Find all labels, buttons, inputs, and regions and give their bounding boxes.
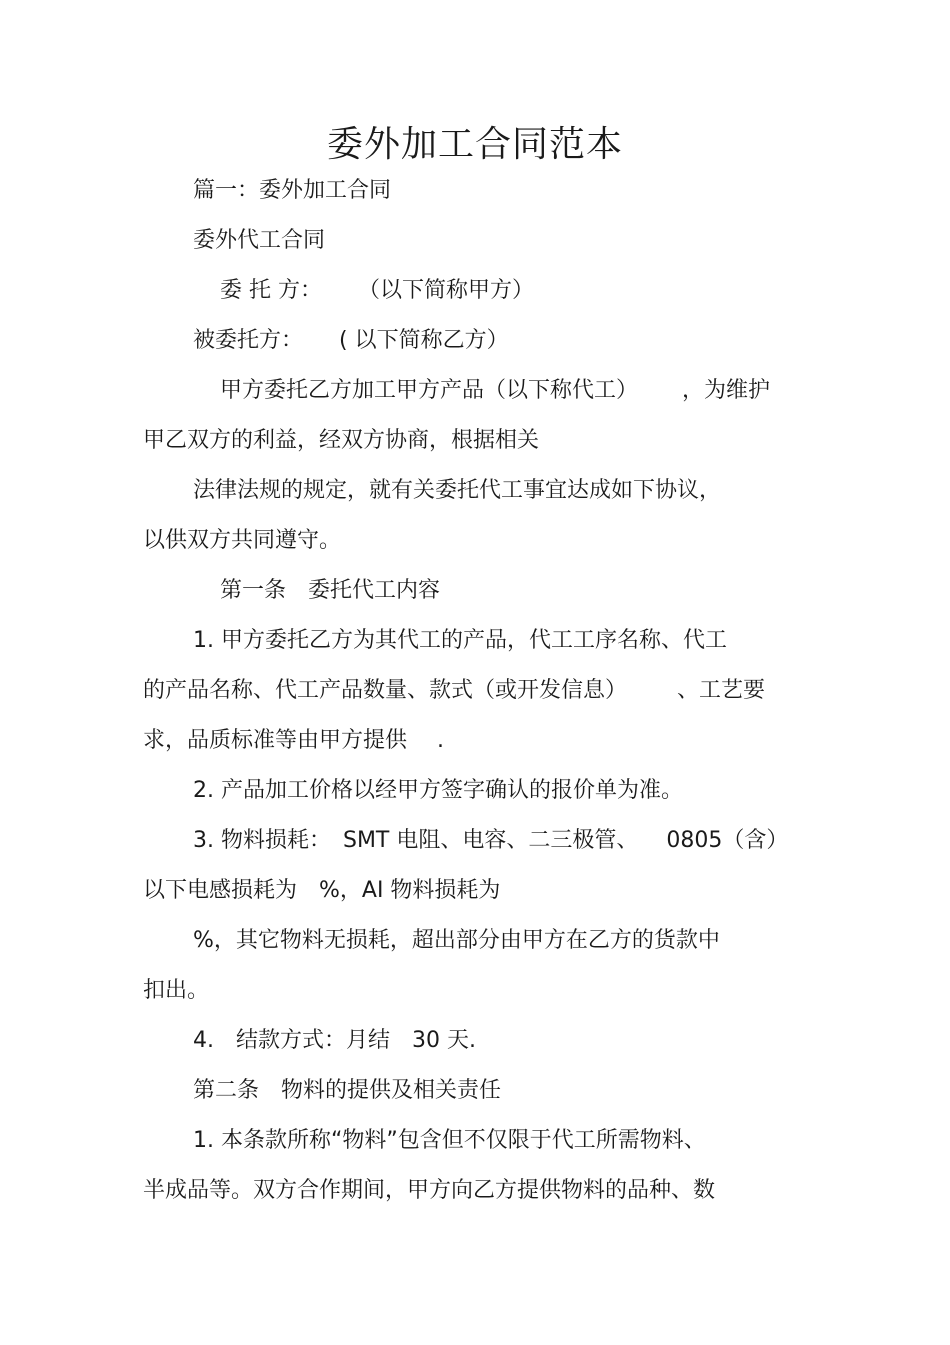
intro-text-end: ，为维护 xyxy=(682,378,771,403)
party-b-note: ( 以下简称乙方） xyxy=(339,328,509,353)
contract-subtitle: 委外代工合同 xyxy=(193,228,326,253)
document-title: 委外加工合同范本 xyxy=(326,124,623,165)
item-1-text-end: 、工艺要 xyxy=(677,678,766,703)
item-3-materials: SMT 电阻、电容、二三极管、 xyxy=(342,828,639,853)
article-one-item-1-line-1: 1. 甲方委托乙方为其代工的产品，代工工序名称、代工 xyxy=(193,628,727,653)
article-one-item-1-line-2 xyxy=(143,676,765,706)
party-a-label: 委 托 方： xyxy=(220,278,322,303)
party-a-line xyxy=(220,276,534,306)
party-a-note: （以下简称甲方） xyxy=(358,278,535,303)
item-1-tail: 求，品质标准等由甲方提供 xyxy=(143,728,408,753)
party-b-line xyxy=(193,326,509,356)
paragraph-intro-line-1 xyxy=(220,376,770,406)
article-one-item-3-line-2: 以下电感损耗为 %，AI 物料损耗为 xyxy=(143,878,501,903)
article-one-item-3-line-1 xyxy=(193,826,788,856)
item-3-label: 3. 物料损耗： xyxy=(193,828,331,853)
article-one-item-1-line-3 xyxy=(143,726,444,756)
party-b-label: 被委托方： xyxy=(193,328,304,353)
item-1-text: 的产品名称、代工产品数量、款式（或开发信息） xyxy=(143,678,628,703)
article-one-item-2: 2. 产品加工价格以经甲方签字确认的报价单为准。 xyxy=(193,778,683,803)
article-two-item-1-line-1: 1. 本条款所称“物料”包含但不仅限于代工所需物料、 xyxy=(193,1128,706,1153)
item-3-size: 0805（含） xyxy=(666,828,789,853)
item-1-period: . xyxy=(437,728,445,753)
article-one-item-4: 4. 结款方式：月结 30 天. xyxy=(193,1028,476,1053)
intro-text: 甲方委托乙方加工甲方产品（以下称代工） xyxy=(220,378,639,403)
section-heading-part-one: 篇一：委外加工合同 xyxy=(193,178,392,203)
article-one-item-3-line-3: %，其它物料无损耗，超出部分由甲方在乙方的货款中 xyxy=(193,928,720,953)
paragraph-intro-line-3: 法律法规的规定，就有关委托代工事宜达成如下协议， xyxy=(193,478,722,503)
article-two-heading: 第二条 物料的提供及相关责任 xyxy=(193,1078,502,1103)
paragraph-intro-line-2: 甲乙双方的利益，经双方协商，根据相关 xyxy=(143,428,540,453)
article-one-item-3-line-4: 扣出。 xyxy=(143,978,210,1003)
article-one-heading: 第一条 委托代工内容 xyxy=(220,578,441,603)
article-two-item-1-line-2: 半成品等。双方合作期间，甲方向乙方提供物料的品种、数 xyxy=(143,1178,716,1203)
paragraph-intro-line-4: 以供双方共同遵守。 xyxy=(143,528,342,553)
